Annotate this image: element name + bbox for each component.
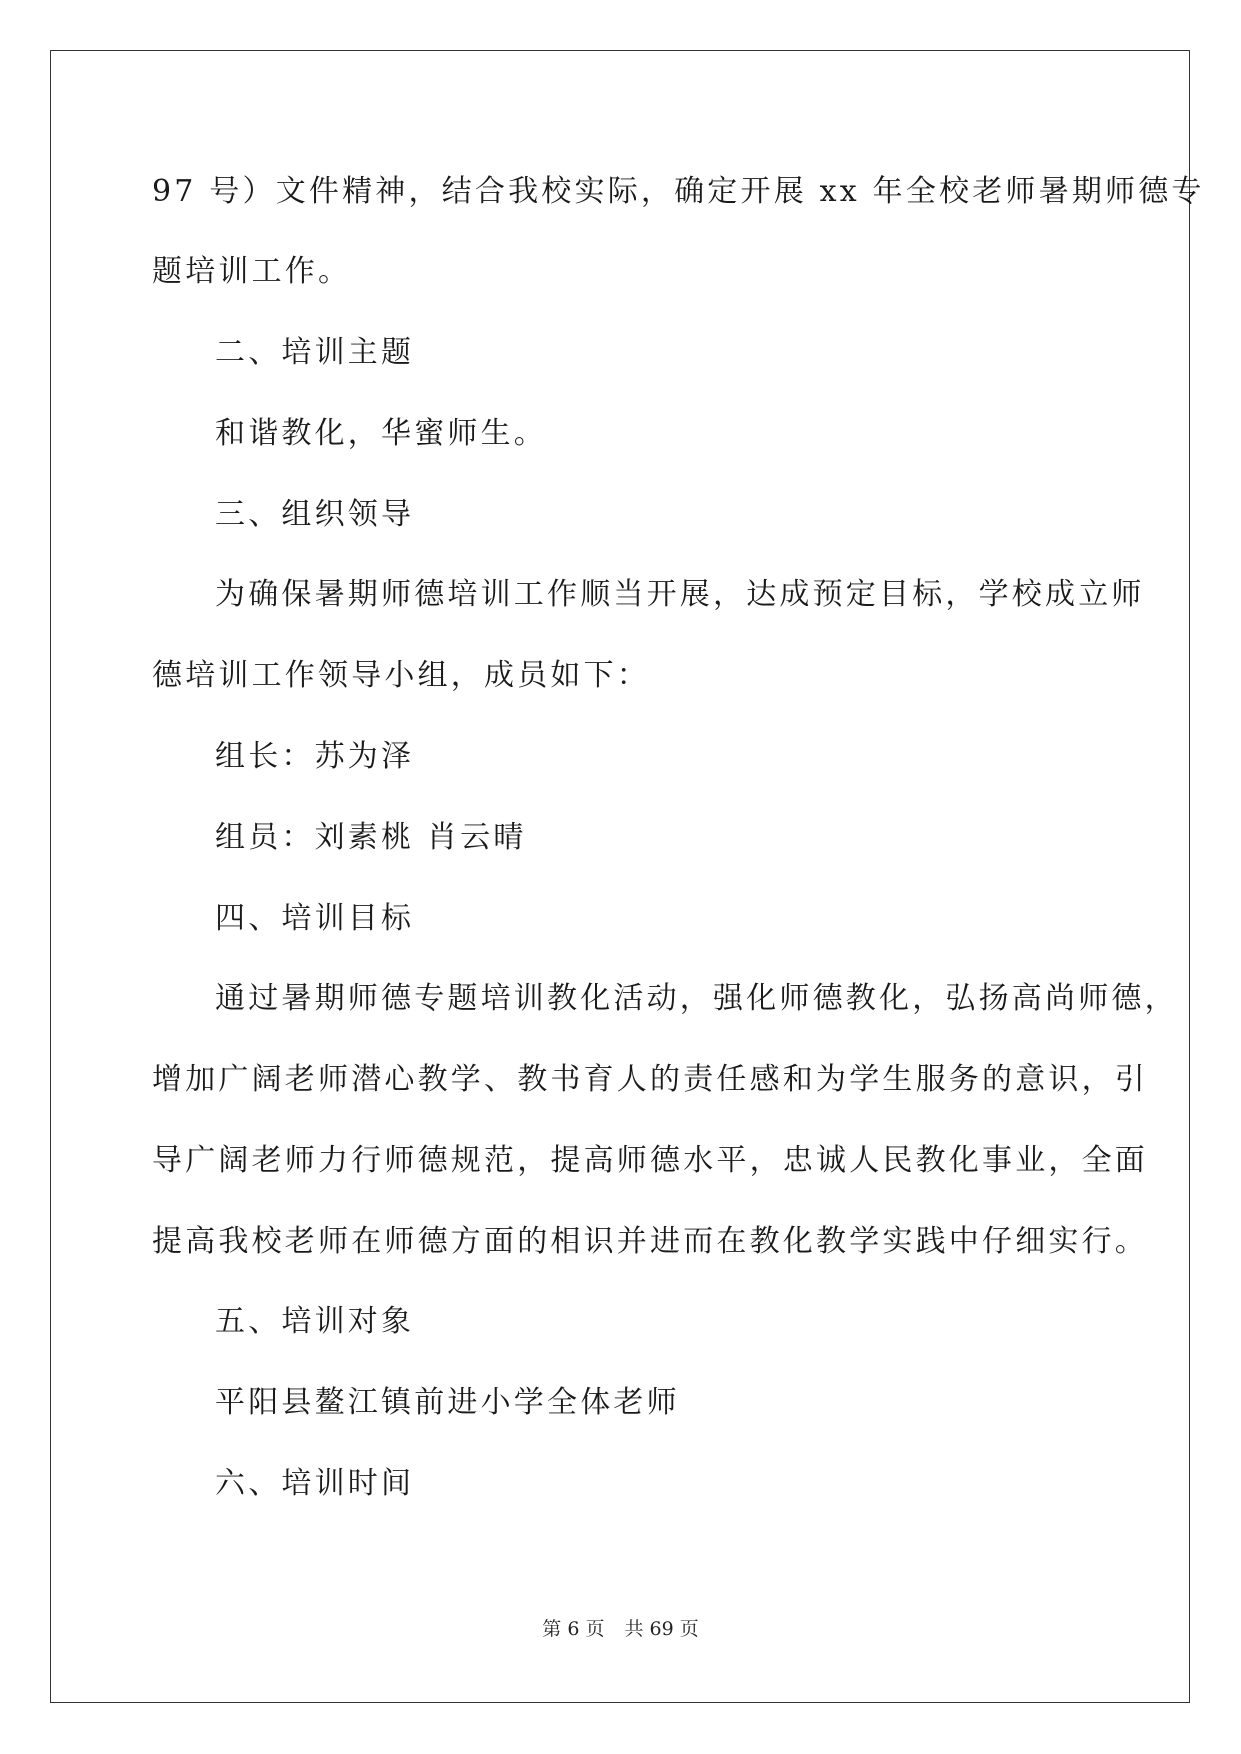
paragraph-line: 提高我校老师在师德方面的相识并进而在教化教学实践中仔细实行。 [152, 1224, 1148, 1259]
paragraph-line: 组长：苏为泽 [215, 739, 415, 774]
paragraph-line: 德培训工作领导小组，成员如下： [152, 658, 650, 693]
paragraph-line: 97 号）文件精神，结合我校实际，确定开展 xx 年全校老师暑期师德专 [152, 174, 1205, 209]
section-heading: 四、培训目标 [215, 901, 415, 936]
paragraph-line: 题培训工作。 [152, 254, 352, 289]
page-number: 第 6 页 [542, 1618, 605, 1640]
paragraph-line: 平阳县鳌江镇前进小学全体老师 [215, 1385, 680, 1420]
section-heading: 六、培训时间 [215, 1466, 415, 1501]
paragraph-line: 通过暑期师德专题培训教化活动，强化师德教化，弘扬高尚师德， [215, 981, 1178, 1016]
paragraph-line: 和谐教化，华蜜师生。 [215, 416, 547, 451]
section-heading: 三、组织领导 [215, 497, 415, 532]
page-total: 共 69 页 [624, 1618, 699, 1640]
section-heading: 二、培训主题 [215, 335, 415, 370]
section-heading: 五、培训对象 [215, 1304, 415, 1339]
page-footer [0, 1617, 1241, 1641]
paragraph-line: 为确保暑期师德培训工作顺当开展，达成预定目标，学校成立师 [215, 577, 1145, 612]
paragraph-line: 增加广阔老师潜心教学、教书育人的责任感和为学生服务的意识，引 [152, 1062, 1148, 1097]
page-border [50, 50, 1190, 1703]
paragraph-line: 导广阔老师力行师德规范，提高师德水平，忠诚人民教化事业，全面 [152, 1143, 1148, 1178]
paragraph-line: 组员：刘素桃 肖云晴 [215, 820, 527, 855]
